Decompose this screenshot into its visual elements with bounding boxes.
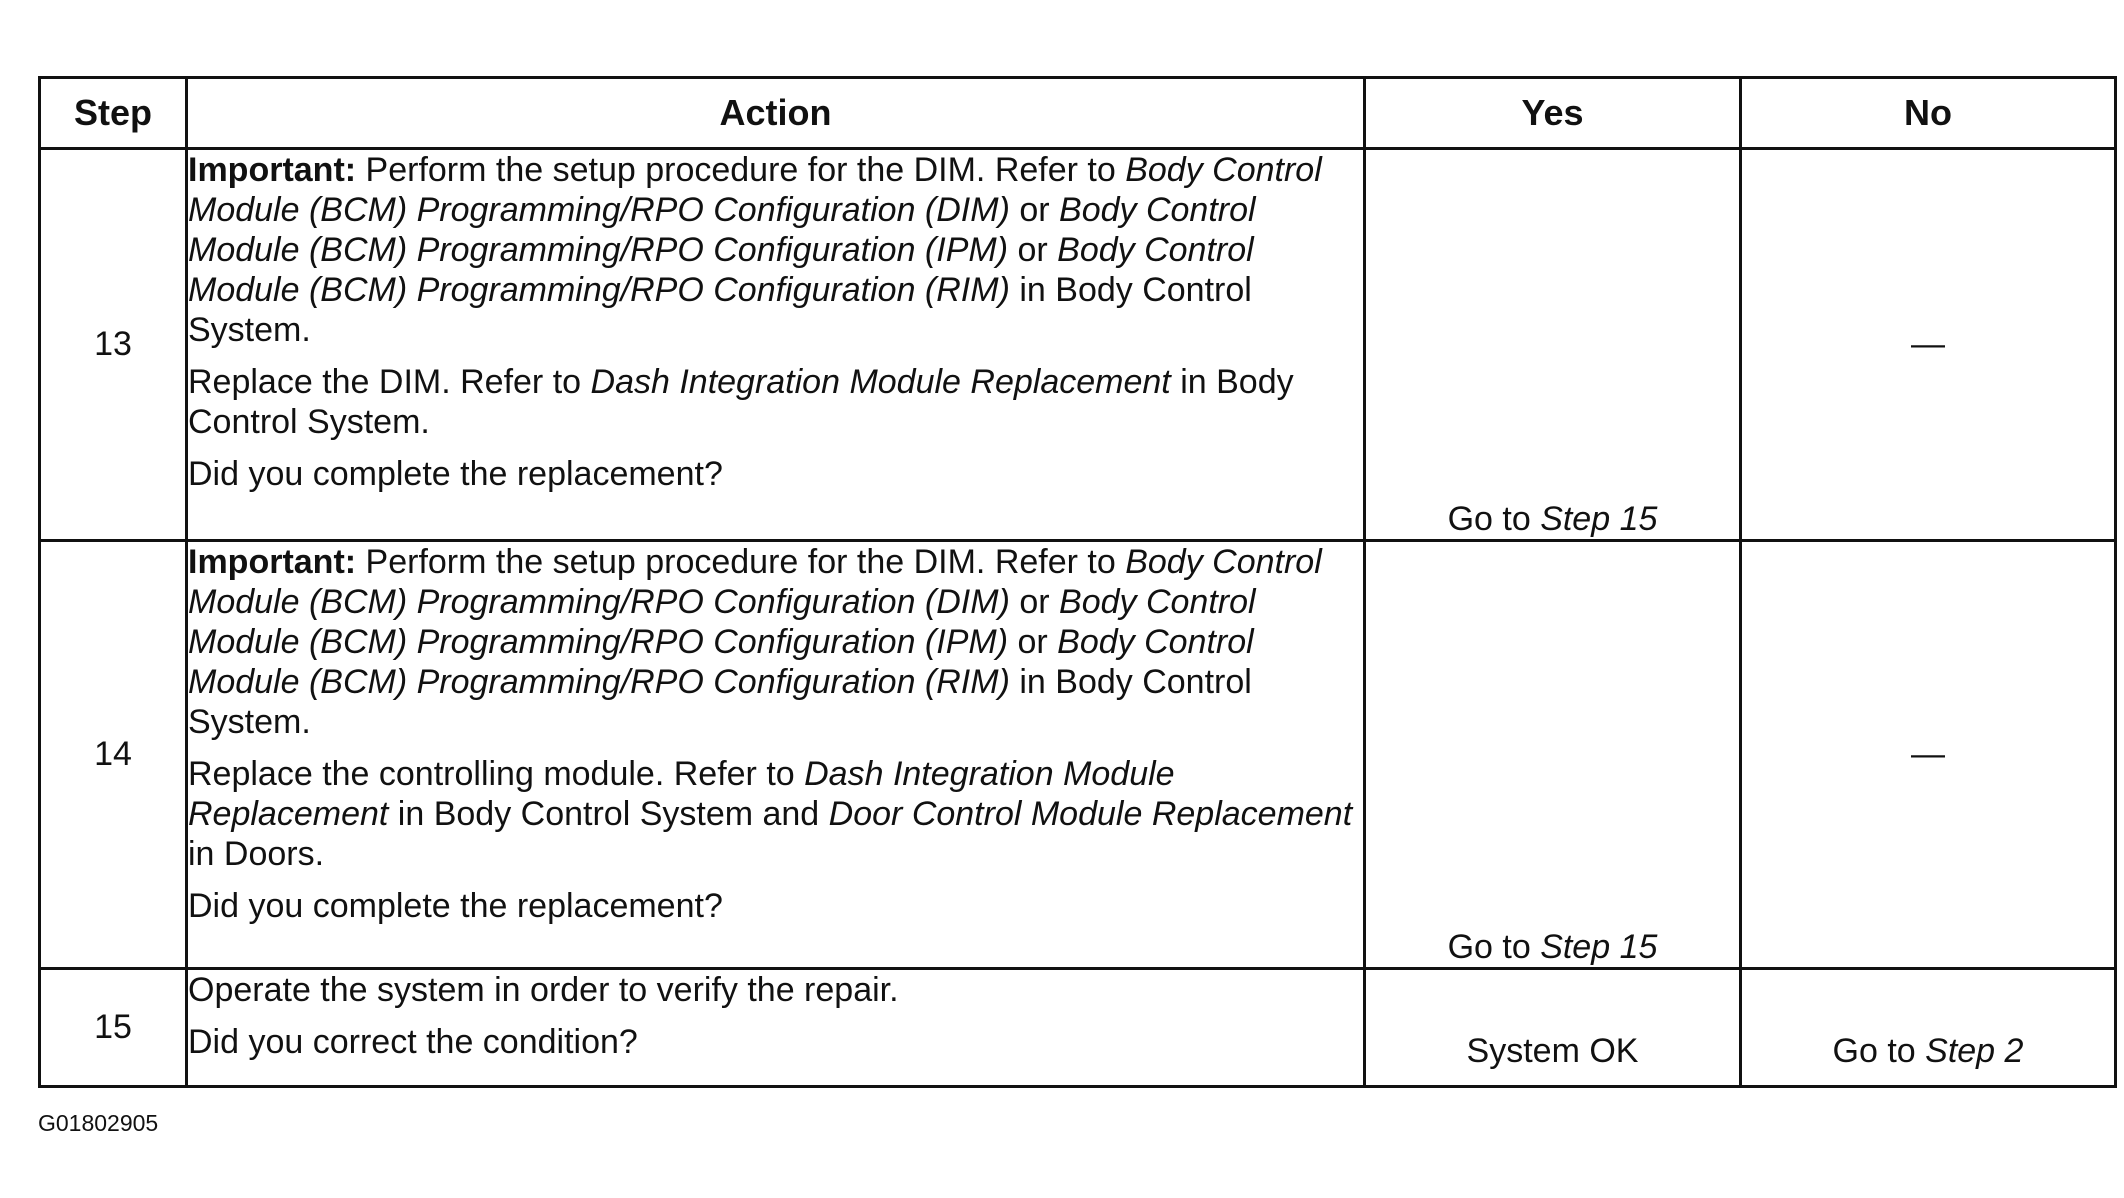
step-reference-link[interactable]: Step 2 <box>1925 1032 2024 1070</box>
action-text: or <box>1008 623 1058 661</box>
reference-link[interactable]: Body Control Module (BCM) Programming/RPO Configuration (DIM) <box>188 543 1322 621</box>
no-result-cell: — <box>1741 541 2116 969</box>
action-cell <box>187 541 1365 969</box>
instruction-paragraph <box>188 362 1363 442</box>
reference-link[interactable]: Body Control Module (BCM) Programming/RPO Configuration (RIM) <box>188 231 1254 309</box>
header-yes: Yes <box>1365 78 1741 149</box>
action-text: or <box>1008 231 1058 269</box>
step-number: 14 <box>40 541 187 969</box>
step-reference-link[interactable]: Step 15 <box>1540 928 1658 966</box>
header-no: No <box>1741 78 2116 149</box>
yes-result-cell <box>1365 541 1741 969</box>
action-text: Perform the setup procedure for the DIM. Refer to <box>356 543 1126 581</box>
important-paragraph <box>188 150 1363 350</box>
action-text: in Body Control System. <box>188 271 1252 349</box>
reference-link[interactable]: Body Control Module (BCM) Programming/RPO Configuration (RIM) <box>188 623 1254 701</box>
action-text: or <box>1009 583 1060 621</box>
no-prefix: Go to <box>1832 1032 1926 1070</box>
action-text: or <box>1009 191 1060 229</box>
action-text: in Body Control System and <box>388 795 829 833</box>
question-text: Did you correct the condition? <box>188 1023 638 1061</box>
important-label: Important: <box>188 151 357 189</box>
yes-prefix: Go to <box>1447 500 1541 538</box>
question-text: Did you complete the replacement? <box>188 887 723 925</box>
reference-link[interactable]: Dash Integration Module Replacement <box>188 755 1175 833</box>
header-step: Step <box>40 78 187 149</box>
reference-link[interactable]: Body Control Module (BCM) Programming/RPO Configuration (IPM) <box>188 191 1256 269</box>
yes-prefix: Go to <box>1447 928 1541 966</box>
action-text: in Doors. <box>188 835 325 873</box>
reference-link[interactable]: Dash Integration Module Replacement <box>590 363 1171 401</box>
important-paragraph <box>188 542 1363 742</box>
table-row-step-14 <box>40 541 2116 969</box>
yes-result-cell <box>1365 149 1741 541</box>
no-result-cell <box>1741 969 2116 1087</box>
action-text: in Body Control System. <box>188 663 1252 741</box>
action-cell <box>187 969 1365 1087</box>
step-number: 13 <box>40 149 187 541</box>
no-result-cell: — <box>1741 149 2116 541</box>
action-text: Perform the setup procedure for the DIM. Refer to <box>356 151 1126 189</box>
instruction-paragraph: Operate the system in order to verify the repair. <box>188 971 899 1009</box>
step-reference-link[interactable]: Step 15 <box>1540 500 1658 538</box>
table-row-step-15 <box>40 969 2116 1087</box>
action-text: in Body Control System. <box>188 363 1294 441</box>
reference-link[interactable]: Body Control Module (BCM) Programming/RPO Configuration (DIM) <box>188 151 1322 229</box>
question-text: Did you complete the replacement? <box>188 455 723 493</box>
table-header-row <box>40 78 2116 149</box>
figure-id-label: G01802905 <box>38 1110 159 1136</box>
yes-result-cell: System OK <box>1365 969 1741 1087</box>
action-text: Replace the DIM. Refer to <box>188 363 591 401</box>
diagnostic-table-container <box>38 76 2114 1088</box>
reference-link[interactable]: Door Control Module Replacement <box>828 795 1353 833</box>
action-text: Replace the controlling module. Refer to <box>188 755 805 793</box>
diagnostic-steps-table <box>38 76 2117 1088</box>
action-cell <box>187 149 1365 541</box>
header-action: Action <box>187 78 1365 149</box>
instruction-paragraph <box>188 754 1363 874</box>
step-number: 15 <box>40 969 187 1087</box>
reference-link[interactable]: Body Control Module (BCM) Programming/RPO Configuration (IPM) <box>188 583 1256 661</box>
table-row-step-13 <box>40 149 2116 541</box>
important-label: Important: <box>188 543 357 581</box>
